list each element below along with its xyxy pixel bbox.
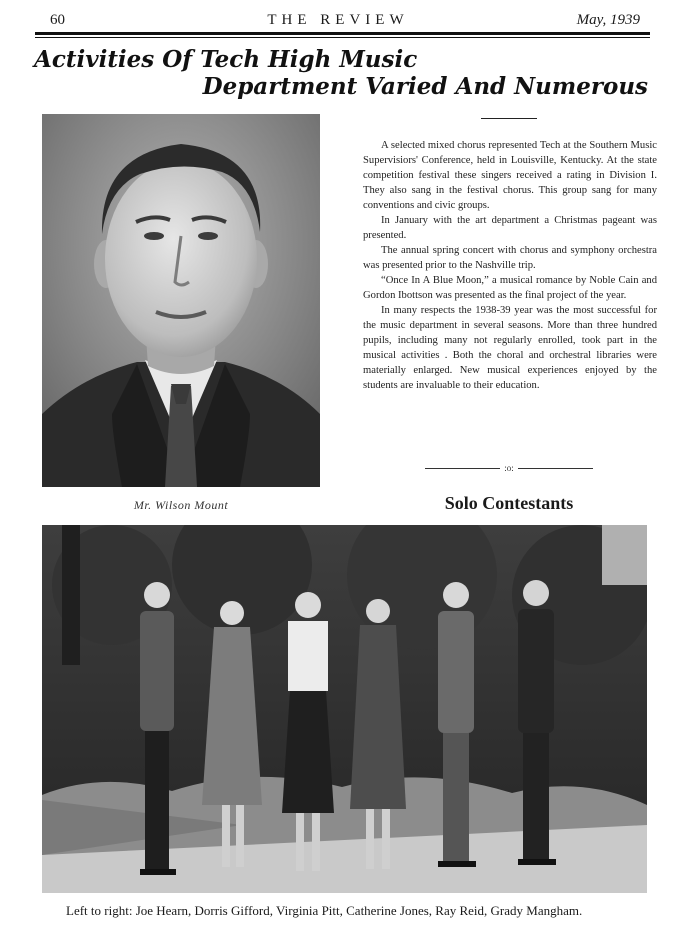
headline-divider xyxy=(481,118,537,119)
divider-line-left xyxy=(425,468,500,469)
caption-names: Joe Hearn, Dorris Gifford, Virginia Pitt, Catherine Jones, Ray Reid, Grady Mangham. xyxy=(135,903,583,918)
portrait-illustration xyxy=(42,114,320,487)
article-paragraph: A selected mixed chorus represented Tech at the Southern Music Supervisiors' Conference, held in Louisville, Kentucky. At the state competition festival these singers received a rating in Division I. They also sang in the festival chorus. This group sang for many conventions and civic groups. xyxy=(363,140,657,211)
group-photo-caption xyxy=(40,902,665,919)
divider-mark: :o: xyxy=(504,463,514,473)
portrait-photo xyxy=(42,114,320,487)
article-divider xyxy=(425,463,593,473)
section-title: Solo Contestants xyxy=(444,493,574,513)
issue-date: May, 1939 xyxy=(576,12,640,28)
divider-line-right xyxy=(518,468,593,469)
group-photo xyxy=(42,525,647,893)
article-body xyxy=(363,138,657,393)
article-paragraph: “Once In A Blue Moon,” a musical romance by Noble Cain and Gordon Ibottson was presented as the final project of the year. xyxy=(363,275,657,301)
article-paragraph: In many respects the 1938-39 year was the most successful for the music department in several seasons. More than three hundred pupils, including many not regularly enrolled, took part in the musical activities . Both the choral and orchestral libraries were materially enlarged. New musical experiences enjoyed by the students are invaluable to their education. xyxy=(363,305,657,391)
article-paragraph: In January with the art department a Christmas pageant was presented. xyxy=(363,215,657,241)
portrait-caption: Mr. Wilson Mount xyxy=(133,498,229,512)
article-paragraph: The annual spring concert with chorus and symphony orchestra was presented prior to the Nashville trip. xyxy=(363,245,657,271)
publication-title: THE REVIEW xyxy=(267,12,409,28)
header-rule-thick xyxy=(35,32,650,35)
group-photo-illustration xyxy=(42,525,647,893)
page-number: 60 xyxy=(50,12,65,28)
headline-line-1: Activities Of Tech High Music xyxy=(34,46,418,73)
headline-line-2: Department Varied And Numerous xyxy=(202,73,648,100)
caption-lead: Left to right: xyxy=(66,903,133,918)
header-rule-thin xyxy=(35,37,650,38)
